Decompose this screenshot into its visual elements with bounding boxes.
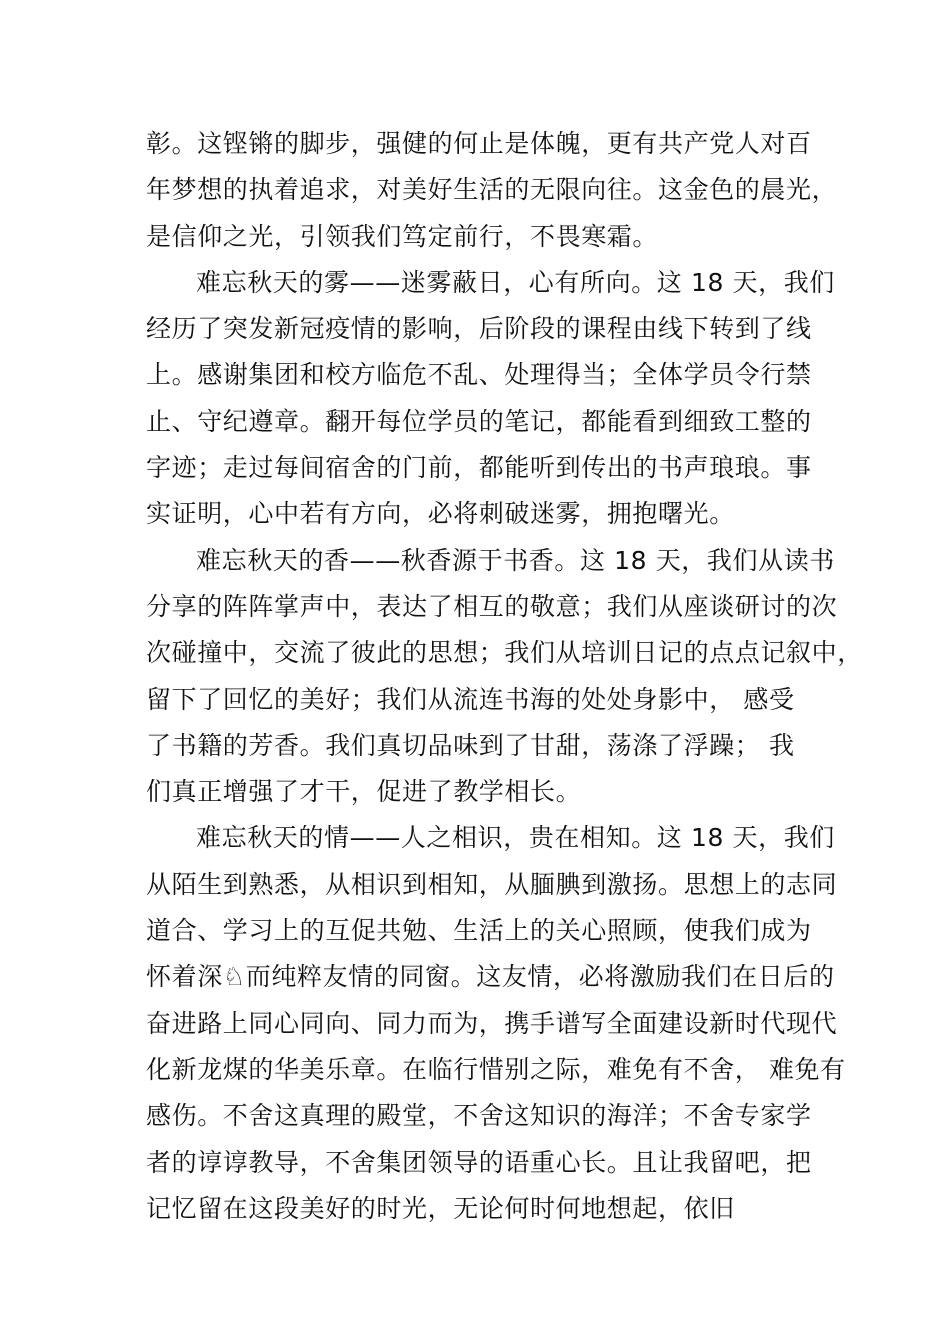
text-line: 从陌生到熟悉，从相识到相知，从腼腆到激扬。思想上的志同 bbox=[146, 869, 838, 899]
text-line: 是信仰之光，引领我们笃定前行，不畏寒霜。 bbox=[146, 221, 659, 251]
text-line: 留下了回忆的美好；我们从流连书海的处处身影中， 感受 bbox=[146, 684, 795, 714]
text-line: 奋进路上同心同向、同力而为，携手谱写全面建设新时代现代 bbox=[146, 1008, 838, 1038]
text-line: 彰。这铿锵的脚步，强健的何止是体魄，更有共产党人对百 bbox=[146, 129, 812, 158]
text-line: 字迹；走过每间宿舍的门前，都能听到传出的书声琅琅。事 bbox=[146, 453, 812, 483]
text-line: 化新龙煤的华美乐章。在临行惜别之际，难免有不舍， 难免有 bbox=[146, 1054, 846, 1084]
text-line: 道合、学习上的互促共勉、生活上的关心照顾，使我们成为 bbox=[146, 916, 812, 946]
text-line: 经历了突发新冠疫情的影响，后阶段的课程由线下转到了线 bbox=[146, 314, 812, 344]
text-line: 者的谆谆教导，不舍集团领导的语重心长。且让我留吧，把 bbox=[146, 1147, 812, 1177]
text-line: 了书籍的芳香。我们真切品味到了甘甜，荡涤了浮躁； 我 bbox=[146, 730, 795, 760]
document-body bbox=[146, 121, 863, 1232]
text-line: 次碰撞中，交流了彼此的思想；我们从培训日记的点点记叙中， bbox=[146, 638, 863, 668]
paragraph-start-line: 难忘秋天的香——秋香源于书香。这 18 天，我们从读书 bbox=[196, 545, 835, 575]
text-line: 怀着深♘而纯粹友情的同窗。这友情，必将激励我们在日后的 bbox=[146, 962, 835, 992]
text-line: 记忆留在这段美好的时光，无论何时何地想起，依旧 bbox=[146, 1193, 735, 1223]
text-line: 年梦想的执着追求，对美好生活的无限向往。这金色的晨光， bbox=[146, 175, 838, 205]
text-line: 实证明，心中若有方向，必将刺破迷雾，拥抱曙光。 bbox=[146, 499, 735, 529]
text-line: 感伤。不舍这真理的殿堂，不舍这知识的海洋；不舍专家学 bbox=[146, 1101, 812, 1131]
paragraph-start-line: 难忘秋天的雾——迷雾蔽日，心有所向。这 18 天，我们 bbox=[196, 267, 835, 297]
text-line: 们真正增强了才干，促进了教学相长。 bbox=[146, 777, 582, 807]
text-line: 分享的阵阵掌声中，表达了相互的敬意；我们从座谈研讨的次 bbox=[146, 591, 838, 621]
text-line: 上。感谢集团和校方临危不乱、处理得当；全体学员令行禁 bbox=[146, 360, 812, 390]
paragraph-start-line: 难忘秋天的情——人之相识，贵在相知。这 18 天，我们 bbox=[196, 823, 835, 853]
text-line: 止、守纪遵章。翻开每位学员的笔记，都能看到细致工整的 bbox=[146, 406, 812, 436]
